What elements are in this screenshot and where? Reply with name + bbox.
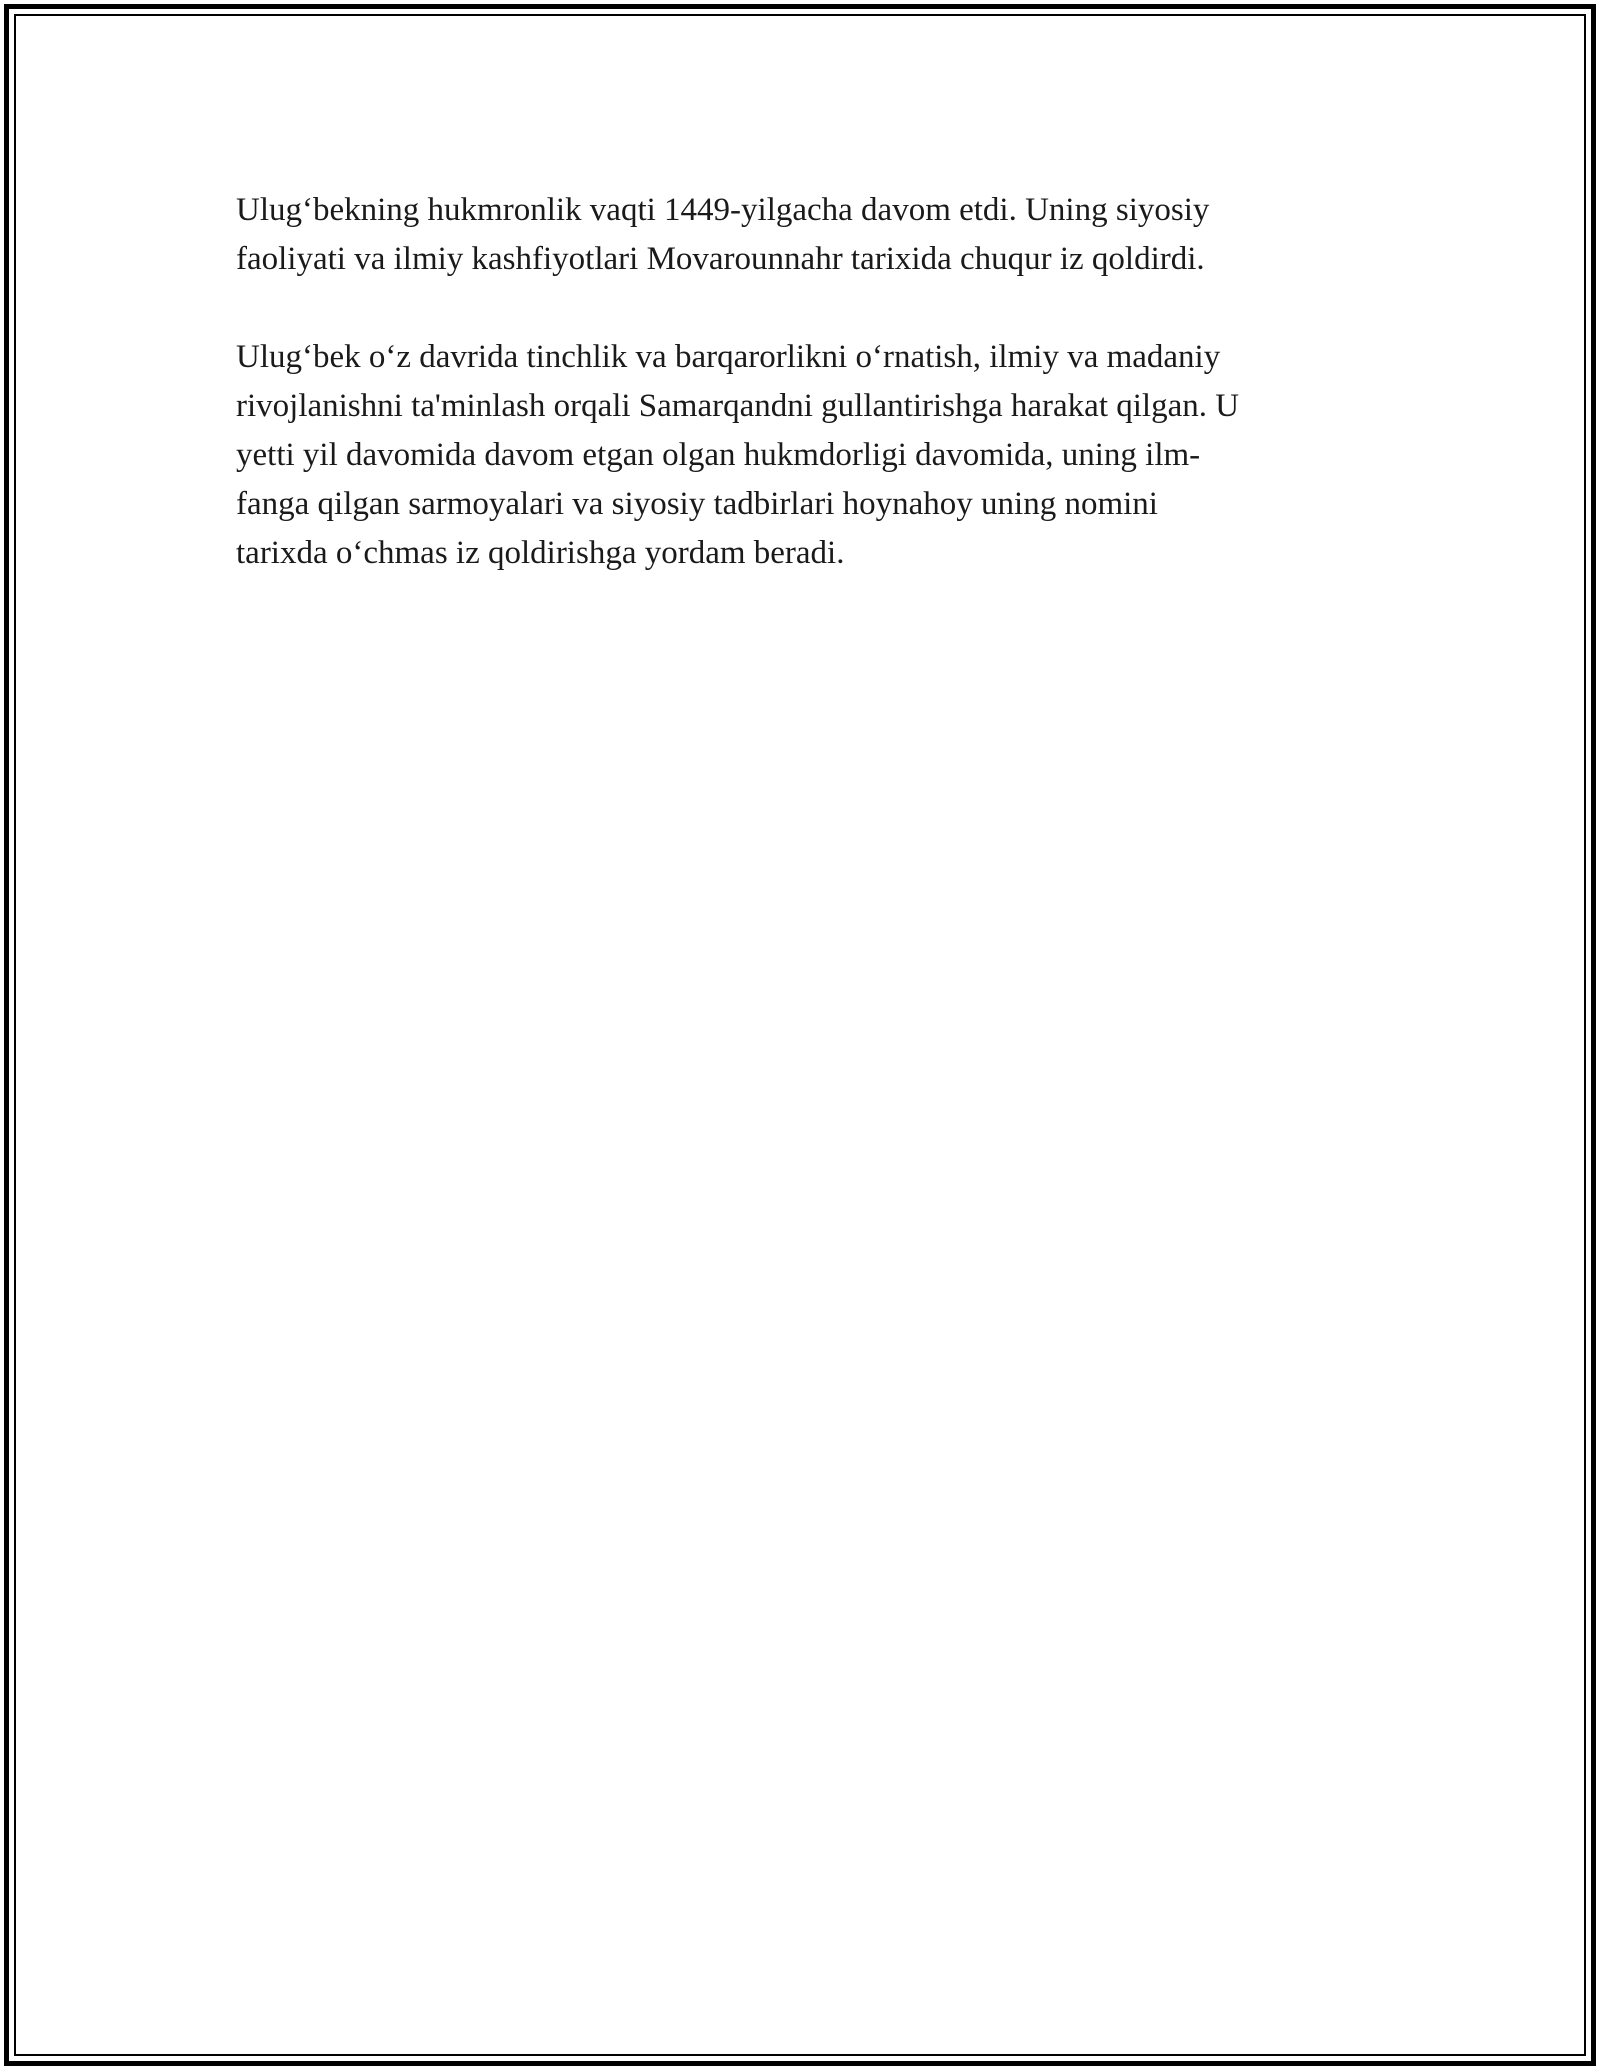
paragraph-legacy: Ulug‘bek o‘z davrida tinchlik va barqarorlikni o‘rnatish, ilmiy va madaniy rivojlanishni ta'minlash orqali Samarqandni gullantirishga harakat qilgan. U yetti yil davomida davom etgan olgan hukmdorligi davomida, uning ilm- fanga qilgan sarmoyalari va siyosiy tadbirlari hoynahoy uning nomini tarixda o‘chmas iz qoldirishga yordam beradi. bbox=[236, 339, 1240, 571]
paragraph-reign-summary: Ulug‘bekning hukmronlik vaqti 1449-yilgacha davom etdi. Uning siyosiy faoliyati va ilmiy kashfiyotlari Movarounnahr tarixida chuqur iz qoldirdi. bbox=[236, 192, 1210, 277]
document-body bbox=[236, 186, 1366, 627]
